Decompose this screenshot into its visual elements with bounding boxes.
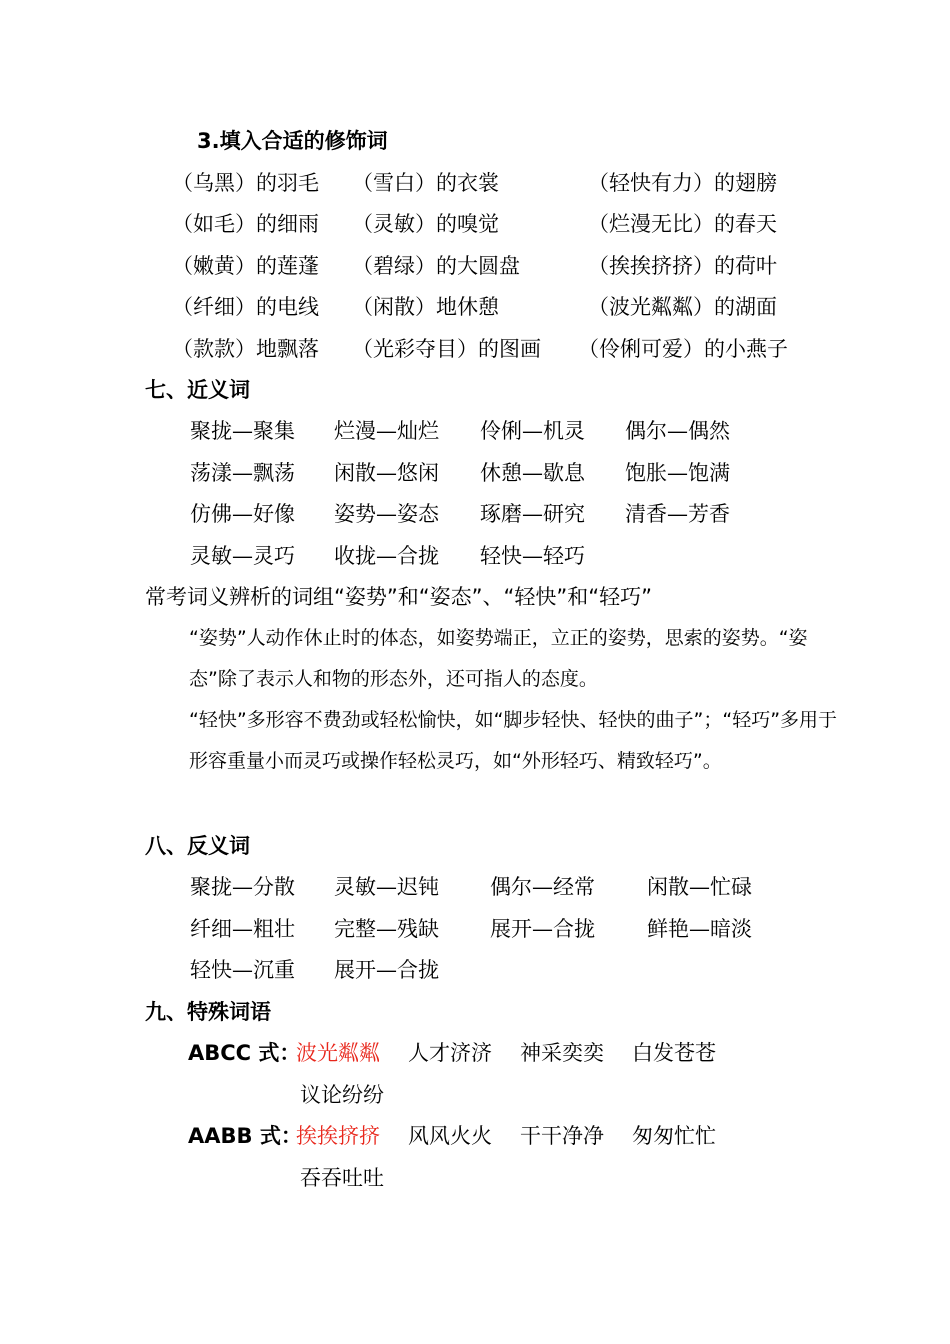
list-item: 闲散—悠闲	[334, 461, 439, 485]
list-item: （灵敏）的嗅觉	[352, 212, 499, 236]
list-item: 灵敏—灵巧	[190, 544, 295, 568]
synonyms-heading: 七、近义词	[145, 378, 250, 402]
list-item: （如毛）的细雨	[172, 212, 319, 236]
list-item: 休憩—歇息	[480, 461, 585, 485]
list-item-highlight: 挨挨挤挤	[296, 1124, 380, 1148]
list-item: 琢磨—研究	[480, 502, 585, 526]
list-item: 烂漫—灿烂	[334, 419, 439, 443]
list-item: 轻快—沉重	[190, 958, 295, 982]
list-item: （纤细）的电线	[172, 295, 319, 319]
list-item: （光彩夺目）的图画	[352, 337, 541, 361]
list-item: 姿势—姿态	[334, 502, 439, 526]
antonyms-heading: 八、反义词	[145, 834, 250, 858]
list-item: （款款）地飘落	[172, 337, 319, 361]
aabb-label: AABB 式：	[188, 1124, 302, 1148]
abcc-label: ABCC 式：	[188, 1041, 301, 1065]
list-item: 匆匆忙忙	[632, 1124, 716, 1148]
list-item: 荡漾—飘荡	[190, 461, 295, 485]
list-item: （挨挨挤挤）的荷叶	[588, 254, 777, 278]
list-item: （轻快有力）的翅膀	[588, 171, 777, 195]
list-item: 干干净净	[520, 1124, 604, 1148]
list-item: 议论纷纷	[300, 1083, 384, 1107]
list-item: （乌黑）的羽毛	[172, 171, 319, 195]
list-item: 展开—合拢	[490, 917, 595, 941]
list-item: 展开—合拢	[334, 958, 439, 982]
list-item: 白发苍苍	[632, 1041, 716, 1065]
list-item: 聚拢—分散	[190, 875, 295, 899]
list-item-highlight: 波光粼粼	[296, 1041, 380, 1065]
list-item: 人才济济	[408, 1041, 492, 1065]
list-item: 吞吞吐吐	[300, 1166, 384, 1190]
list-item: 风风火火	[408, 1124, 492, 1148]
list-item: 鲜艳—暗淡	[647, 917, 752, 941]
list-item: （碧绿）的大圆盘	[352, 254, 520, 278]
list-item: 纤细—粗壮	[190, 917, 295, 941]
list-item: 仿佛—好像	[190, 502, 295, 526]
list-item: 清香—芳香	[625, 502, 730, 526]
list-item: 收拢—合拢	[334, 544, 439, 568]
analysis-heading: 常考词义辨析的词组“姿势”和“姿态”、“轻快”和“轻巧”	[145, 585, 653, 609]
list-item: 偶尔—偶然	[625, 419, 730, 443]
list-item: 神采奕奕	[520, 1041, 604, 1065]
list-item: 聚拢—聚集	[190, 419, 295, 443]
analysis-paragraph-2: “轻快”多形容不费劲或轻松愉快，如“脚步轻快、轻快的曲子”；“轻巧”多用于形容重量小而灵巧或操作轻松灵巧，如“外形轻巧、精致轻巧”。	[189, 709, 838, 772]
list-item: 灵敏—迟钝	[334, 875, 439, 899]
section3-heading: 3.填入合适的修饰词	[197, 129, 388, 153]
list-item: （闲散）地休憩	[352, 295, 499, 319]
list-item: 偶尔—经常	[490, 875, 595, 899]
analysis-paragraph-1: “姿势”人动作休止时的体态，如姿势端正，立正的姿势，思索的姿势。“姿态”除了表示人和物的形态外，还可指人的态度。	[189, 627, 808, 690]
special-heading: 九、特殊词语	[145, 1000, 271, 1024]
list-item: （伶俐可爱）的小燕子	[578, 337, 788, 361]
list-item: 饱胀—饱满	[625, 461, 730, 485]
list-item: 闲散—忙碌	[647, 875, 752, 899]
list-item: （烂漫无比）的春天	[588, 212, 777, 236]
list-item: （雪白）的衣裳	[352, 171, 499, 195]
list-item: （波光粼粼）的湖面	[588, 295, 777, 319]
list-item: 轻快—轻巧	[480, 544, 585, 568]
list-item: 伶俐—机灵	[480, 419, 585, 443]
list-item: 完整—残缺	[334, 917, 439, 941]
list-item: （嫩黄）的莲蓬	[172, 254, 319, 278]
